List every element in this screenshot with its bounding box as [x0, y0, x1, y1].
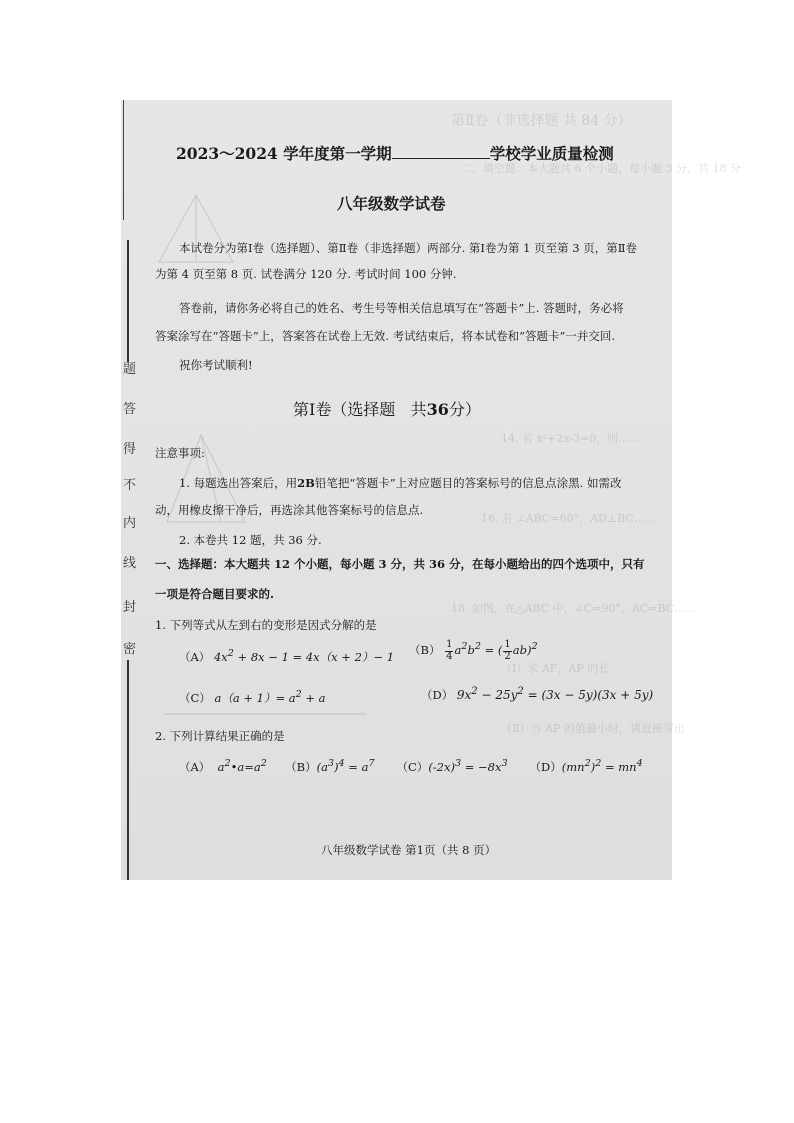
q2-d-expression: $(mn^2)^2 = mn^4$: [561, 758, 643, 774]
seal-margin-char: 得: [123, 442, 137, 457]
seal-margin-char: 内: [123, 516, 137, 531]
note-1-cont: 动，用橡皮擦干净后，再选涂其他答案标号的信息点.: [155, 503, 424, 517]
notes-heading: 注意事项:: [155, 446, 205, 460]
title-year: 2023～2024 学年度第一学期: [176, 144, 392, 163]
q1-d-expression: $9x^2 - 25y^2 = (3x - 5y)(3x + 5y)$: [456, 686, 654, 702]
seal-margin-char: 线: [123, 556, 137, 571]
school-name-blank: [392, 144, 490, 159]
note-1: 1. 每题选出答案后，用2B铅笔把“答题卡”上对应题目的答案标号的信息点涂黑. 如需改: [179, 476, 622, 490]
q1-option-d: （D） $9x^2 - 25y^2 = (3x - 5y)(3x + 5y)$: [421, 686, 654, 702]
binding-edge-line: [123, 100, 124, 220]
q1-option-c: （C） $a(a + 1)= a^2 + a$: [179, 689, 326, 705]
q1-a-expression: $4x^2 + 8x - 1 = 4x(x + 2)- 1$: [213, 648, 395, 664]
sealing-line: [127, 240, 129, 362]
show-through-text: 18. 如图，在△ABC 中，∠C=90°，AC=BC……: [451, 602, 697, 615]
q2-a-expression: $a^2•a=a^2$: [213, 758, 267, 774]
show-through-text: 16. 若 ∠ABC=60°，AD⊥BC……: [481, 512, 656, 525]
show-through-text: 第Ⅱ卷（非选择题 共 84 分）: [451, 113, 632, 129]
exam-subtitle: 八年级数学试卷: [337, 194, 446, 213]
title-school-exam: 学校学业质量检测: [489, 144, 614, 163]
show-through-text: 二、填空题：本大题共 6 个小题，每小题 3 分，共 18 分: [461, 162, 741, 175]
seal-margin-char: 答: [123, 402, 137, 417]
show-through-text: 14. 若 x²+2x-3=0，则……: [501, 432, 641, 445]
intro-line: 答卷前，请你务必将自己的姓名、考生号等相关信息填写在“答题卡”上. 答题时，务必将: [179, 301, 624, 315]
page-footer: 八年级数学试卷 第1页（共 8 页）: [321, 843, 497, 857]
q1-b-expression: $a^2b^2$ = (: [454, 641, 503, 657]
seal-margin-char: 不: [123, 478, 137, 493]
section-title: 第Ⅰ卷（选择题 共36分）: [293, 400, 481, 419]
q2-b-expression: $(a^3)^4 = a^7$: [316, 758, 375, 774]
show-through-text: （Ⅱ）当 AP 的值最小时，请直接写出: [501, 722, 685, 735]
part1-heading-cont: 一项是符合题目要求的.: [155, 587, 275, 601]
intro-line: 答案涂写在“答题卡”上，答案答在试卷上无效. 考试结束后，将本试卷和“答题卡”一并交回.: [155, 329, 615, 343]
intro-line: 为第 4 页至第 8 页. 试卷满分 120 分. 考试时间 100 分钟.: [155, 267, 457, 281]
intro-line: 本试卷分为第Ⅰ卷（选择题）、第Ⅱ卷（非选择题）两部分. 第Ⅰ卷为第 1 页至第 3 页，第Ⅱ卷: [179, 241, 638, 255]
show-through-figure: [151, 190, 241, 270]
question-1-stem: 1. 下列等式从左到右的变形是因式分解的是: [155, 618, 377, 632]
seal-margin-char: 密: [123, 642, 137, 657]
intro-line: 祝你考试顺利!: [179, 358, 253, 372]
show-through-text: （Ⅰ）求 AF，AP 的长: [501, 662, 610, 675]
exam-photo: [121, 100, 741, 880]
q2-options: （A） $a^2•a=a^2$ $(B)(a^3)^4 = a^7$ $(C)(-2x)^3 = -8x^3$ $(D)(mn^2)^2 = mn^4$: [179, 758, 643, 774]
part1-heading: 一、选择题：本大题共 12 个小题，每小题 3 分，共 36 分，在每小题给出的四个选项中，只有: [155, 557, 645, 571]
question-2-stem: 2. 下列计算结果正确的是: [155, 729, 285, 743]
q1-option-b: （B） $\frac{1}{4}$ $a^2b^2$ = ( $\frac{1}{2}$ ab)$^2$: [409, 639, 538, 662]
exam-title: [176, 142, 614, 164]
q1-c-expression: $a(a + 1)= a^2 + a$: [214, 689, 326, 705]
sealing-line: [127, 660, 129, 880]
seal-margin-char: 封: [123, 600, 137, 615]
q1-option-a: （A） $4x^2 + 8x - 1 = 4x(x + 2)- 1$: [179, 648, 395, 664]
seal-margin-char: 题: [123, 362, 137, 377]
q2-c-expression: $(-2x)^3 = -8x^3$: [428, 758, 508, 774]
note-2: 2. 本卷共 12 题，共 36 分.: [179, 533, 322, 547]
